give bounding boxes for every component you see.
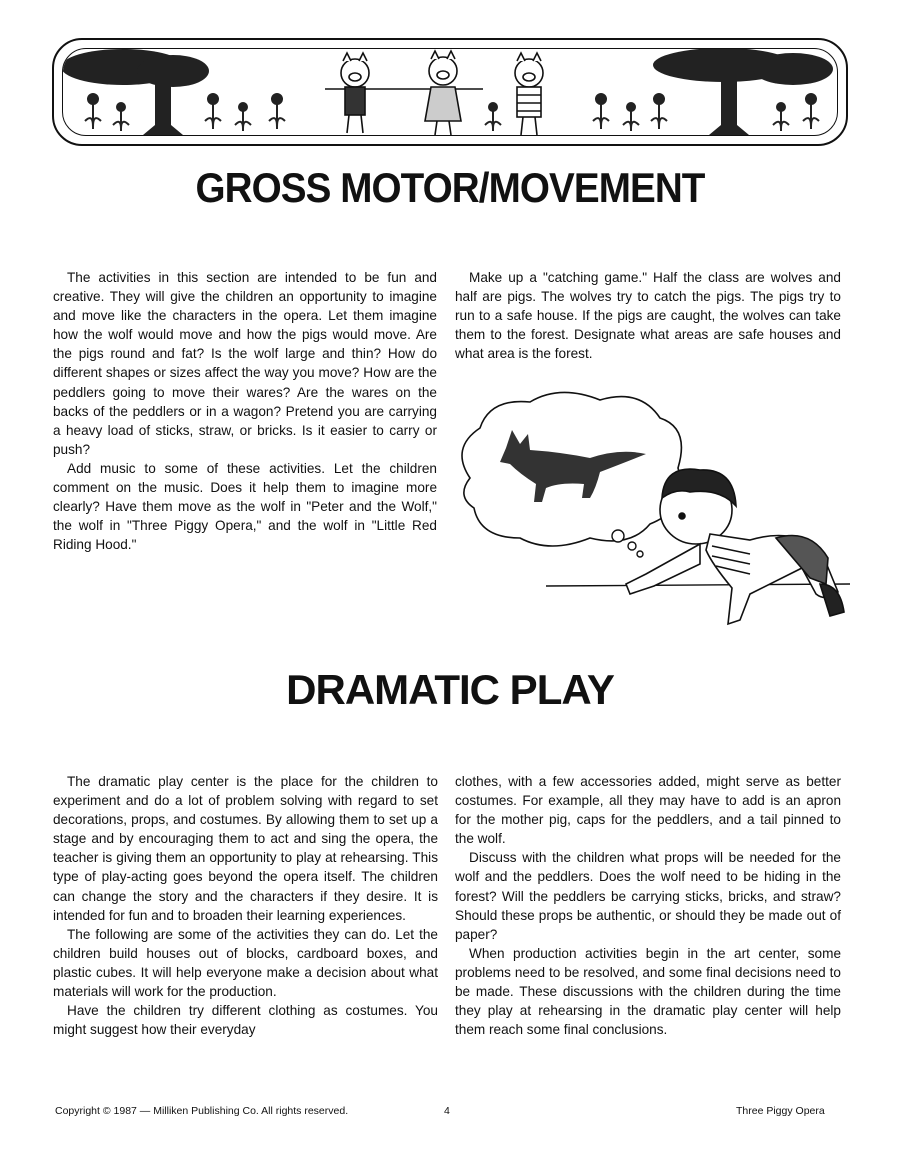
three-pigs-banner-illustration — [63, 49, 838, 136]
banner-inner-frame — [62, 48, 838, 136]
paragraph: Make up a "catching game." Half the class are wolves and half are pigs. The wolves try to catch the pigs. The pigs try to run to a safe house. If the pigs are caught, the wolves can take them to the forest. Designate what areas are safe houses and what area is the forest. — [455, 270, 841, 362]
paragraph: Have the children try different clothing as costumes. You might suggest how their everyday — [53, 1003, 438, 1038]
section-title-gross-motor: GROSS MOTOR/MOVEMENT — [195, 164, 705, 211]
footer-page-number: 4 — [444, 1105, 450, 1117]
paragraph: Discuss with the children what props will be needed for the wolf and the peddlers. Does the wolf need to be hiding in the forest? Will the peddlers be carrying sticks, bricks, and straw? Should these props be authentic, or should they be made out of paper? — [455, 850, 841, 942]
dramatic-play-column-right — [455, 772, 841, 1039]
child-crawling-dreaming-of-wolf-illustration — [450, 388, 850, 650]
section-title-dramatic-play: DRAMATIC PLAY — [286, 666, 614, 713]
paragraph: When production activities begin in the art center, some problems need to be resolved, and some final decisions need to be made. These discussions with the children during the time they play at rehearsing in the dramatic play center will help them reach some final conclusions. — [455, 945, 841, 1038]
three-pigs — [325, 51, 543, 135]
right-tree — [653, 49, 833, 135]
paragraph: Add music to some of these activities. Let the children comment on the music. Does it help them to imagine more clearly? Have them move as the wolf in "Peter and the Wolf," the wolf in "Three Piggy Opera," and the wolf in "Little Red Riding Hood." — [53, 460, 437, 553]
gross-motor-column-left — [53, 268, 437, 554]
paragraph: The following are some of the activities they can do. Let the children build houses out of blocks, cardboard boxes, and plastic cubes. It will help everyone make a decision about what materials will work for the production. — [53, 926, 438, 1000]
paragraph: clothes, with a few accessories added, might serve as better costumes. For example, all they may have to add is an apron for the mother pig, caps for the peddlers, and a tail pinned to the wolf. — [455, 774, 841, 847]
paragraph: The activities in this section are intended to be fun and creative. They will give the children an opportunity to imagine and move like the characters in the opera. Let them imagine how the wolf would move and how the pigs would move. Are the pigs round and fat? Is the wolf large and thin? How do different shapes or sizes affect the way you move? How are the peddlers going to move their wares? Are the wares on the backs of the peddlers or in a wagon? Pretend you are carrying a heavy load of sticks, straw, or bricks. Is it easier to carry or push? — [53, 270, 437, 457]
gross-motor-column-right — [455, 268, 841, 363]
dramatic-play-column-left — [53, 772, 438, 1039]
left-tree — [63, 49, 209, 135]
header-banner — [52, 38, 848, 146]
footer-copyright: Copyright © 1987 — Milliken Publishing Co. All rights reserved. — [55, 1105, 349, 1117]
paragraph: The dramatic play center is the place for the children to experiment and do a lot of problem solving with regard to set decorations, props, and costumes. By allowing them to set up a stage and by encouraging them to act and sing the opera, the teacher is giving them an opportunity to play at rehearsing. This type of play-acting goes beyond the opera itself. The children can change the story and the characters if they desire. It is intended for fun and to broaden their learning experiences. — [53, 774, 438, 923]
footer-book-title: Three Piggy Opera — [736, 1105, 825, 1117]
